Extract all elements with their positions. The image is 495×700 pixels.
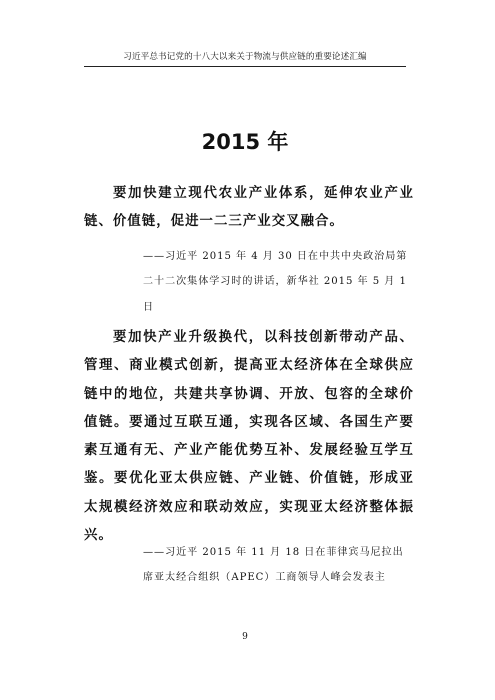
quote-source: ——习近平 2015 年 4 月 30 日在中共中央政治局第二十二次集体学习时的讲话，新华社 2015 年 5 月 1 日 — [143, 251, 408, 313]
quote-source: ——习近平 2015 年 11 月 18 日在菲律宾马尼拉出席亚太经合组织（APEC）工商领导人峰会发表主 — [143, 547, 404, 584]
page-number: 9 — [242, 632, 248, 642]
running-header: 习近平总书记党的十八大以来关于物流与供应链的重要论述汇编 — [123, 52, 367, 62]
quote-paragraph: 要加快建立现代农业产业体系，延伸农业产业链、价值链，促进一二三产业交叉融合。 — [84, 186, 414, 230]
quote-paragraph: 要加快产业升级换代，以科技创新带动产品、管理、商业模式创新，提高亚太经济体在全球供应链中的地位，共建共享协调、开放、包容的全球价值链。要通过互联互通，实现各区域、各国生产要素互通有无、产业产能优势互补、发展经验互学互鉴。要优化亚太供应链、产业链、价值链，形成亚太规模经济效应和联动效应，实现亚太经济整体振兴。 — [84, 330, 414, 544]
header-divider — [84, 66, 406, 67]
year-heading: 2015 年 — [201, 130, 289, 154]
